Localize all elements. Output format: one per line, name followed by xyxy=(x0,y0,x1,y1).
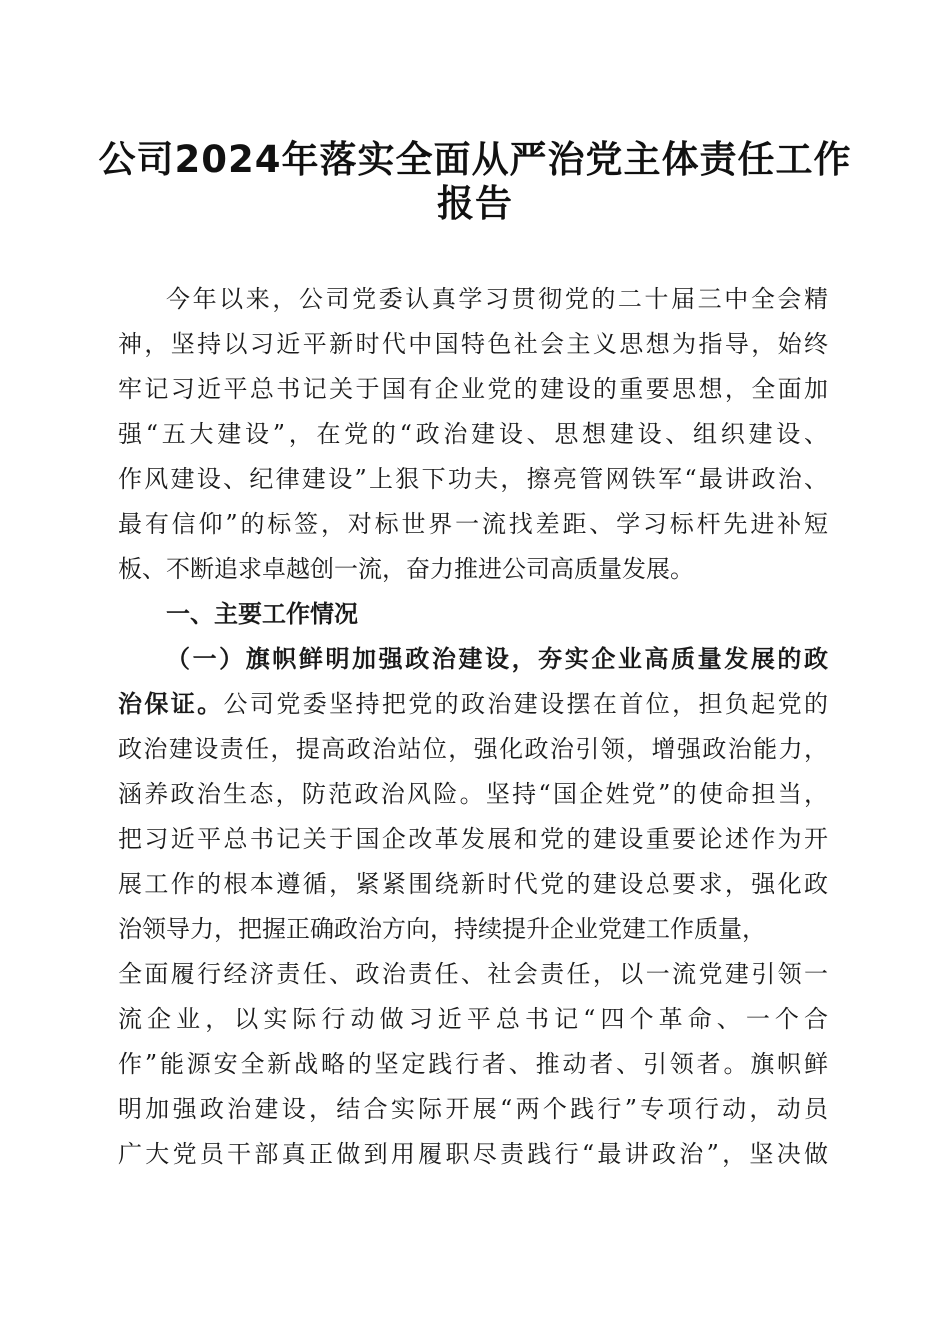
intro-line: 神，坚持以习近平新时代中国特色社会主义思想为指导，始终 xyxy=(118,330,828,358)
body-line: 治领导力，把握正确政治方向，持续提升企业党建工作质量， xyxy=(118,915,766,943)
body-line: 展工作的根本遵循，紧紧围绕新时代党的建设总要求，强化政 xyxy=(118,870,828,898)
section-heading: 一、主要工作情况 xyxy=(166,600,358,628)
body-line: 全面履行经济责任、政治责任、社会责任，以一流党建引领一 xyxy=(118,960,828,988)
intro-line: 最有信仰”的标签，对标世界一流找差距、学习标杆先进补短 xyxy=(118,510,828,538)
body-line: 广大党员干部真正做到用履职尽责践行“最讲政治”，坚决做 xyxy=(118,1140,828,1168)
subsection-heading-end: 治保证。 xyxy=(118,690,224,718)
body-line: 明加强政治建设，结合实际开展“两个践行”专项行动，动员 xyxy=(118,1095,828,1123)
intro-line: 今年以来，公司党委认真学习贯彻党的二十届三中全会精 xyxy=(166,285,828,313)
intro-line: 强“五大建设”，在党的“政治建设、思想建设、组织建设、 xyxy=(118,420,828,448)
body-line: 流企业，以实际行动做习近平总书记“四个革命、一个合 xyxy=(118,1005,828,1033)
intro-line: 牢记习近平总书记关于国有企业党的建设的重要思想，全面加 xyxy=(118,375,828,403)
document-title-line-2: 报告 xyxy=(437,182,513,225)
subsection-heading: （一）旗帜鲜明加强政治建设，夯实企业高质量发展的政 xyxy=(166,645,828,673)
intro-line: 板、不断追求卓越创一流，奋力推进公司高质量发展。 xyxy=(118,555,694,583)
body-line: 作”能源安全新战略的坚定践行者、推动者、引领者。旗帜鲜 xyxy=(118,1050,828,1078)
body-line: 把习近平总书记关于国企改革发展和党的建设重要论述作为开 xyxy=(118,825,828,853)
subsection-line-2 xyxy=(118,684,828,724)
intro-line: 作风建设、纪律建设”上狠下功夫，擦亮管网铁军“最讲政治、 xyxy=(118,465,828,493)
document-title-line-1: 公司2024年落实全面从严治党主体责任工作 xyxy=(98,138,852,181)
body-line: 涵养政治生态，防范政治风险。坚持“国企姓党”的使命担当， xyxy=(118,780,828,808)
subsection-text: 公司党委坚持把党的政治建设摆在首位，担负起党的 xyxy=(223,690,829,718)
body-line: 政治建设责任，提高政治站位，强化政治引领，增强政治能力， xyxy=(118,735,828,763)
